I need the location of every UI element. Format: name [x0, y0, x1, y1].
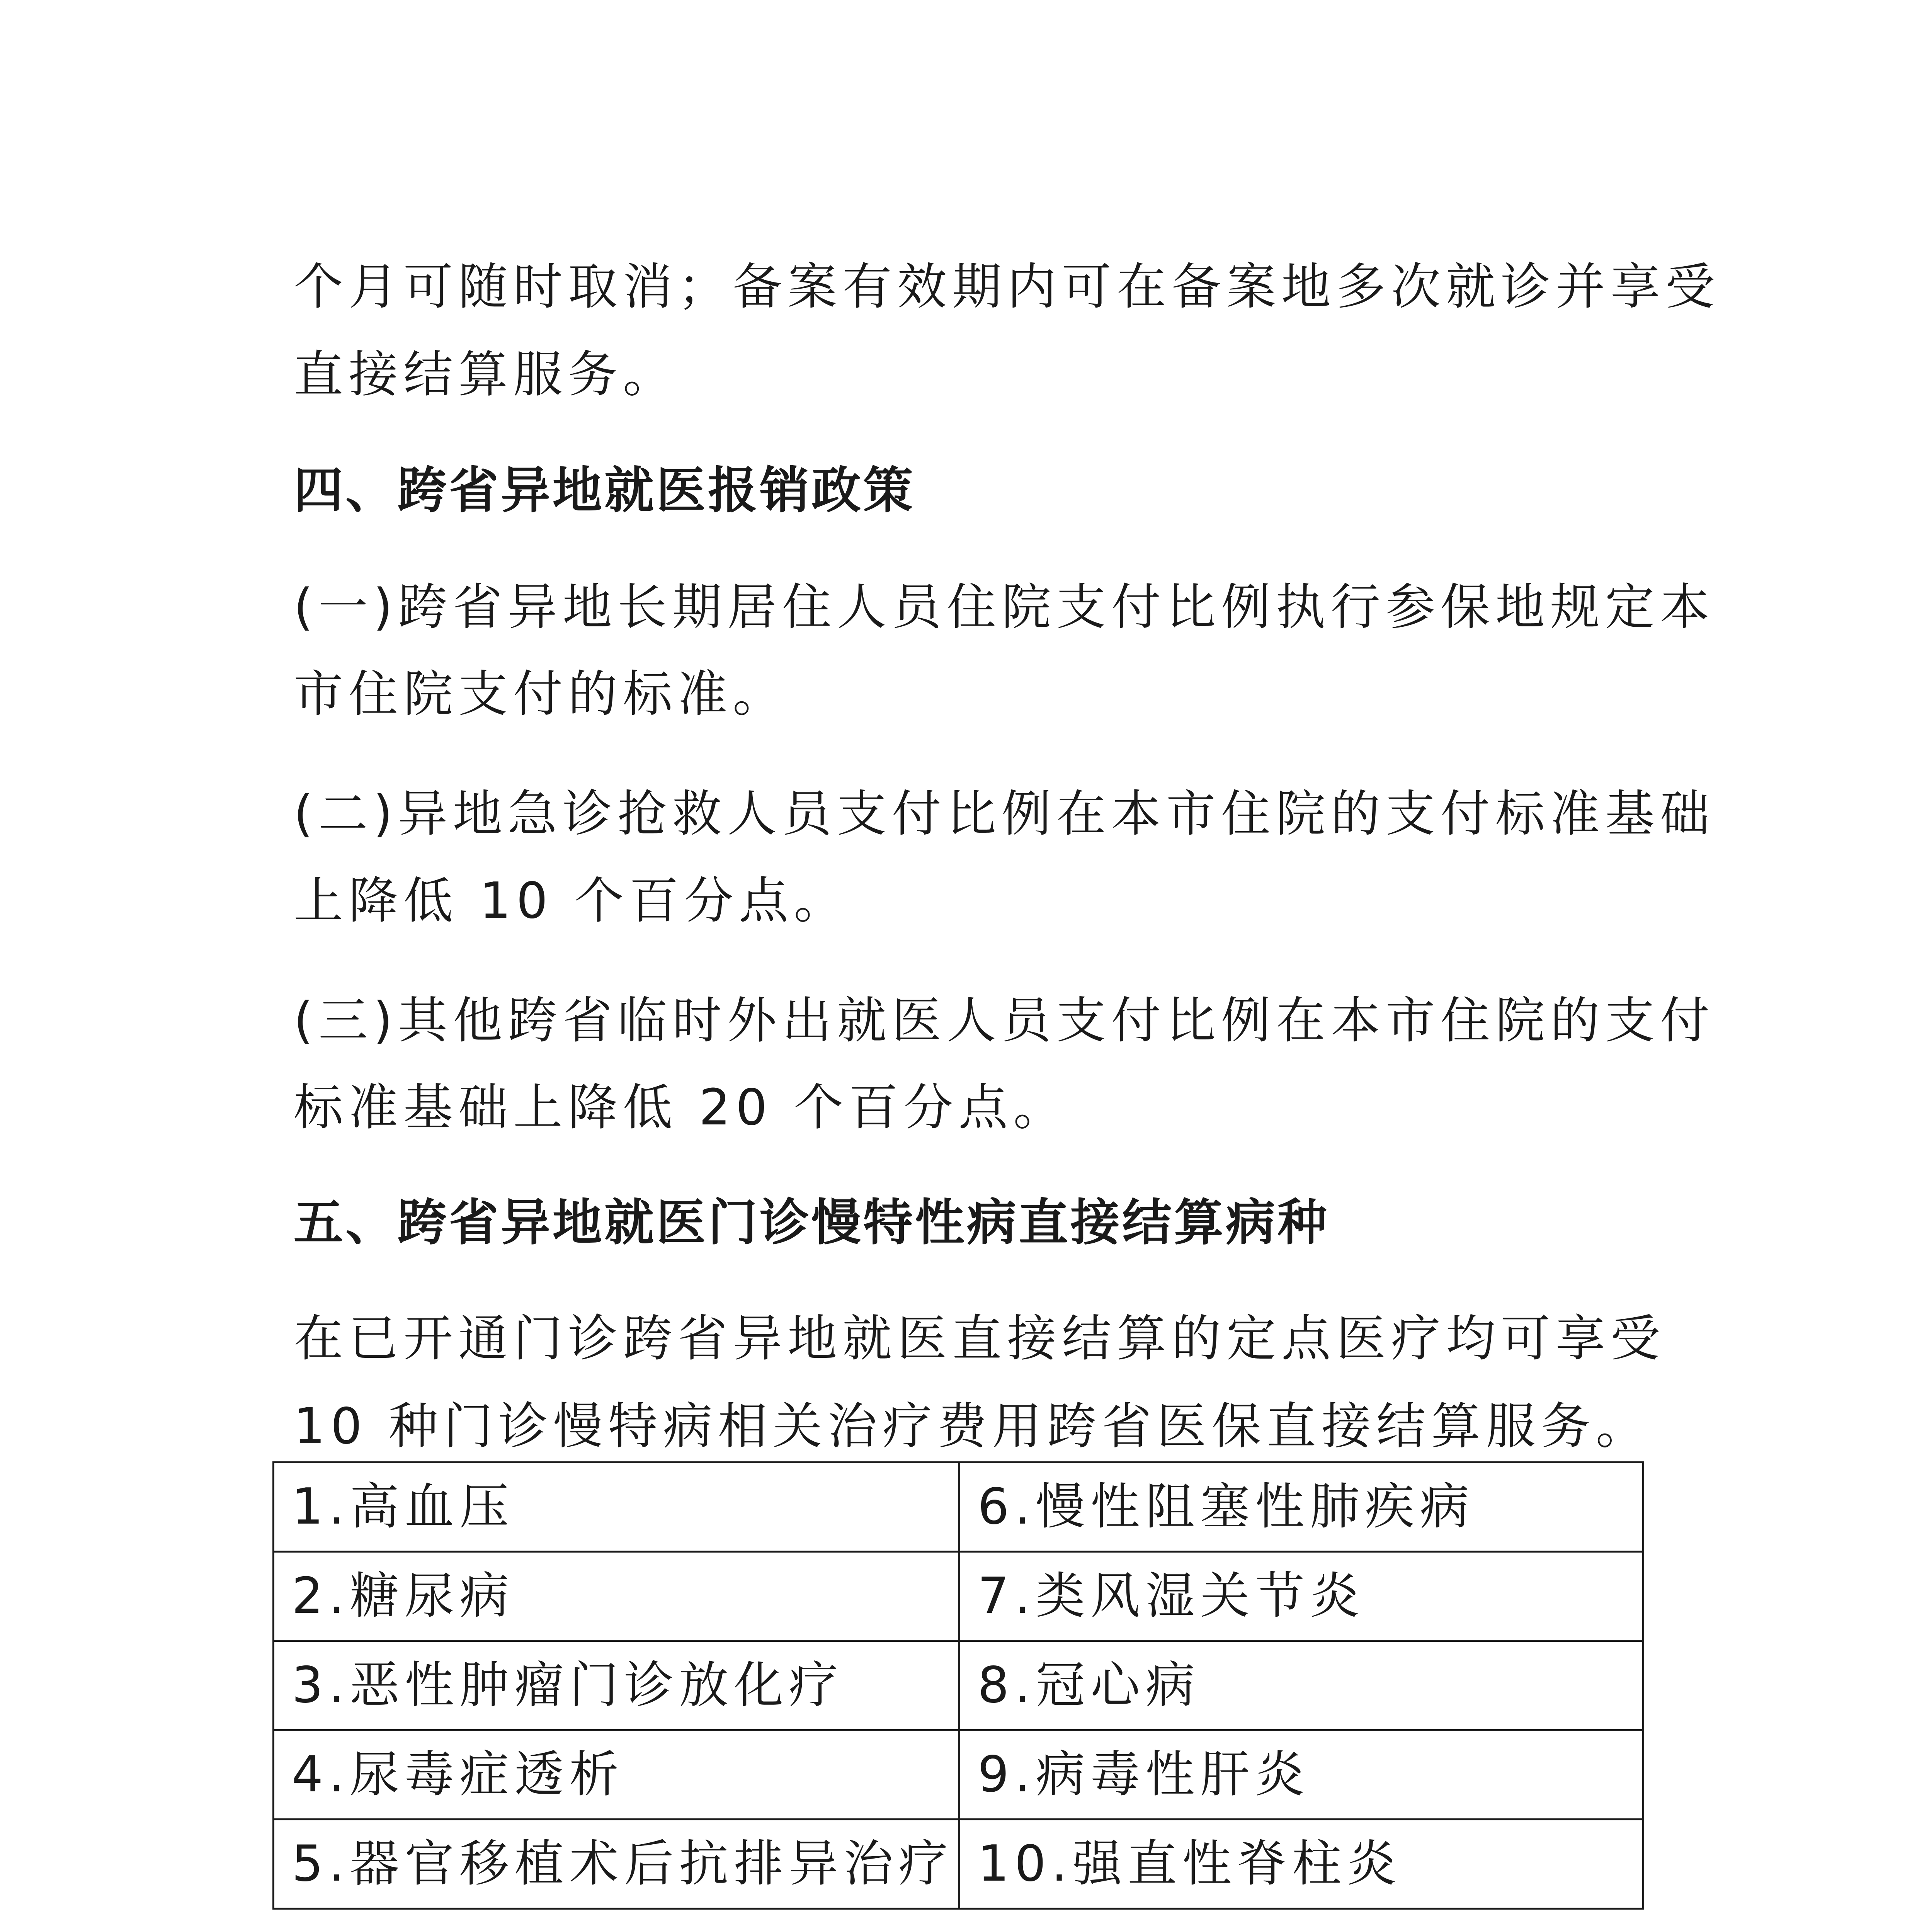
table-cell: 4.尿毒症透析 [274, 1730, 959, 1820]
paragraph-line: 10 种门诊慢特病相关治疗费用跨省医保直接结算服务。 [294, 1398, 1651, 1455]
table-cell: 9.病毒性肝炎 [959, 1730, 1643, 1820]
table-row [274, 1641, 1643, 1730]
table-row [274, 1820, 1643, 1909]
table-cell: 5.器官移植术后抗排异治疗 [274, 1820, 959, 1909]
table-row [274, 1463, 1643, 1552]
paragraph-line: 在已开通门诊跨省异地就医直接结算的定点医疗均可享受 [294, 1310, 1666, 1367]
policy-item-line: (三)其他跨省临时外出就医人员支付比例在本市住院的支付 [294, 992, 1715, 1049]
section-heading: 五、跨省异地就医门诊慢特性病直接结算病种 [294, 1194, 1330, 1252]
policy-item-line: (一)跨省异地长期居住人员住院支付比例执行参保地规定本 [294, 578, 1715, 636]
table-cell: 2.糖尿病 [274, 1552, 959, 1641]
policy-item-line: 上降低 10 个百分点。 [294, 872, 849, 930]
disease-table [272, 1461, 1644, 1910]
table-cell: 8.冠心病 [959, 1641, 1643, 1730]
table-row [274, 1730, 1643, 1820]
paragraph-line: 个月可随时取消；备案有效期内可在备案地多次就诊并享受 [294, 258, 1721, 316]
policy-item-line: 标准基础上降低 20 个百分点。 [294, 1079, 1068, 1136]
table-cell: 1.高血压 [274, 1463, 959, 1552]
table-cell: 7.类风湿关节炎 [959, 1552, 1643, 1641]
section-heading: 四、跨省异地就医报销政策 [294, 462, 915, 519]
policy-item-line: 市住院支付的标准。 [294, 665, 788, 723]
table-cell: 10.强直性脊柱炎 [959, 1820, 1643, 1909]
policy-item-line: (二)异地急诊抢救人员支付比例在本市住院的支付标准基础 [294, 785, 1715, 843]
table-cell: 3.恶性肿瘤门诊放化疗 [274, 1641, 959, 1730]
paragraph-line: 直接结算服务。 [294, 346, 678, 403]
table-row [274, 1552, 1643, 1641]
table-cell: 6.慢性阻塞性肺疾病 [959, 1463, 1643, 1552]
